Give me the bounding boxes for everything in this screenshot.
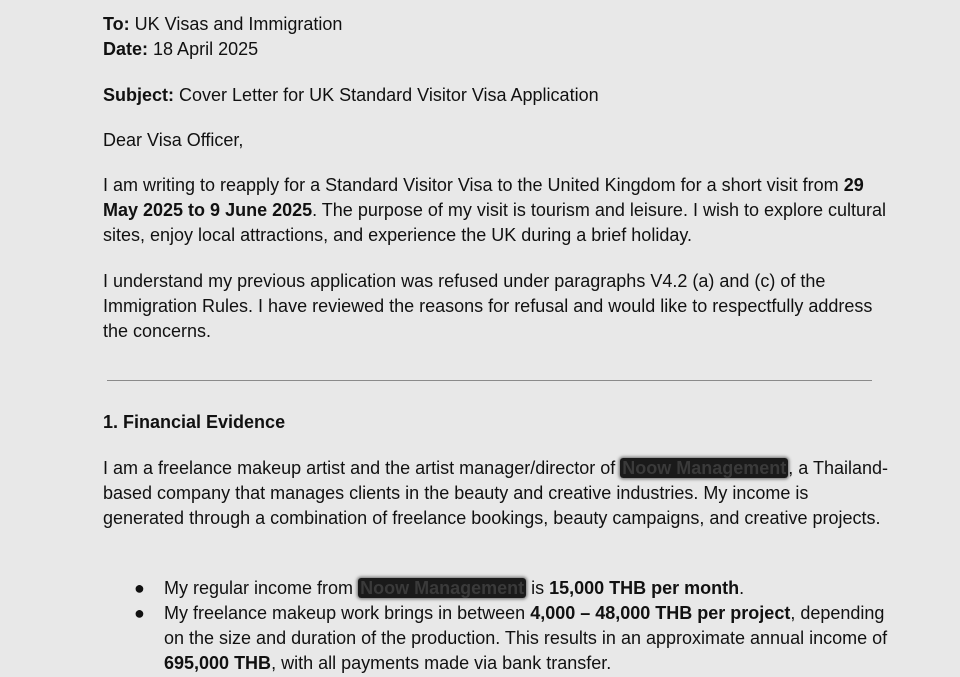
bullet-text-mid: , depending on the size and duration of the production. This results in an approximate annual income of [164,603,888,648]
intro-paragraph [103,173,893,248]
bullet-icon: ● [134,603,145,623]
intro-text-post: . The purpose of my visit is tourism and leisure. I wish to explore cultural sites, enjoy local attractions, and experience the UK during a brief holiday. [103,200,887,245]
bullet-text-post: . [739,578,745,598]
bullet-text-post: , with all payments made via bank transfer. [271,653,612,673]
subject-line [103,83,599,108]
refusal-paragraph: I understand my previous application was refused under paragraphs V4.2 (a) and (c) of the Immigration Rules. I have reviewed the reasons for refusal and would like to respectfully address the concerns. [103,271,873,341]
redacted-company-name: Noow Management [360,578,525,598]
financial-text-pre: I am a freelance makeup artist and the artist manager/director of [103,458,616,478]
bullet-icon: ● [134,578,145,598]
financial-paragraph [103,456,893,531]
date-value: 18 April 2025 [153,39,259,59]
intro-text-pre: I am writing to reapply for a Standard Visitor Visa to the United Kingdom for a short visit from [103,175,839,195]
list-item [103,601,903,676]
list-item [103,576,903,601]
to-label: To: [103,14,130,34]
horizontal-divider [107,380,872,381]
subject-value: Cover Letter for UK Standard Visitor Visa Application [179,85,599,105]
bullet-text-pre: My regular income from [164,578,354,598]
redacted-company-name: Noow Management [622,458,787,478]
date-line [103,37,258,62]
bullet-text-mid: is [526,578,550,598]
bullet-text-pre: My freelance makeup work brings in between [164,603,531,623]
recipient-line [103,12,342,37]
monthly-income: 15,000 THB per month [549,578,740,598]
financial-text-post: , a Thailand-based company that manages clients in the beauty and creative industries. My income is generated through a combination of freelance bookings, beauty campaigns, and creative projects. [103,458,889,528]
date-label: Date: [103,39,149,59]
subject-label: Subject: [103,85,175,105]
project-income-range: 4,000 – 48,000 THB per project [530,603,791,623]
income-bullet-list [103,576,903,676]
greeting: Dear Visa Officer, [103,130,244,150]
section-heading-financial: 1. Financial Evidence [103,412,286,432]
visit-dates: 29 May 2025 to 9 June 2025 [103,175,864,220]
annual-income: 695,000 THB [164,653,272,673]
to-value: UK Visas and Immigration [134,14,343,34]
